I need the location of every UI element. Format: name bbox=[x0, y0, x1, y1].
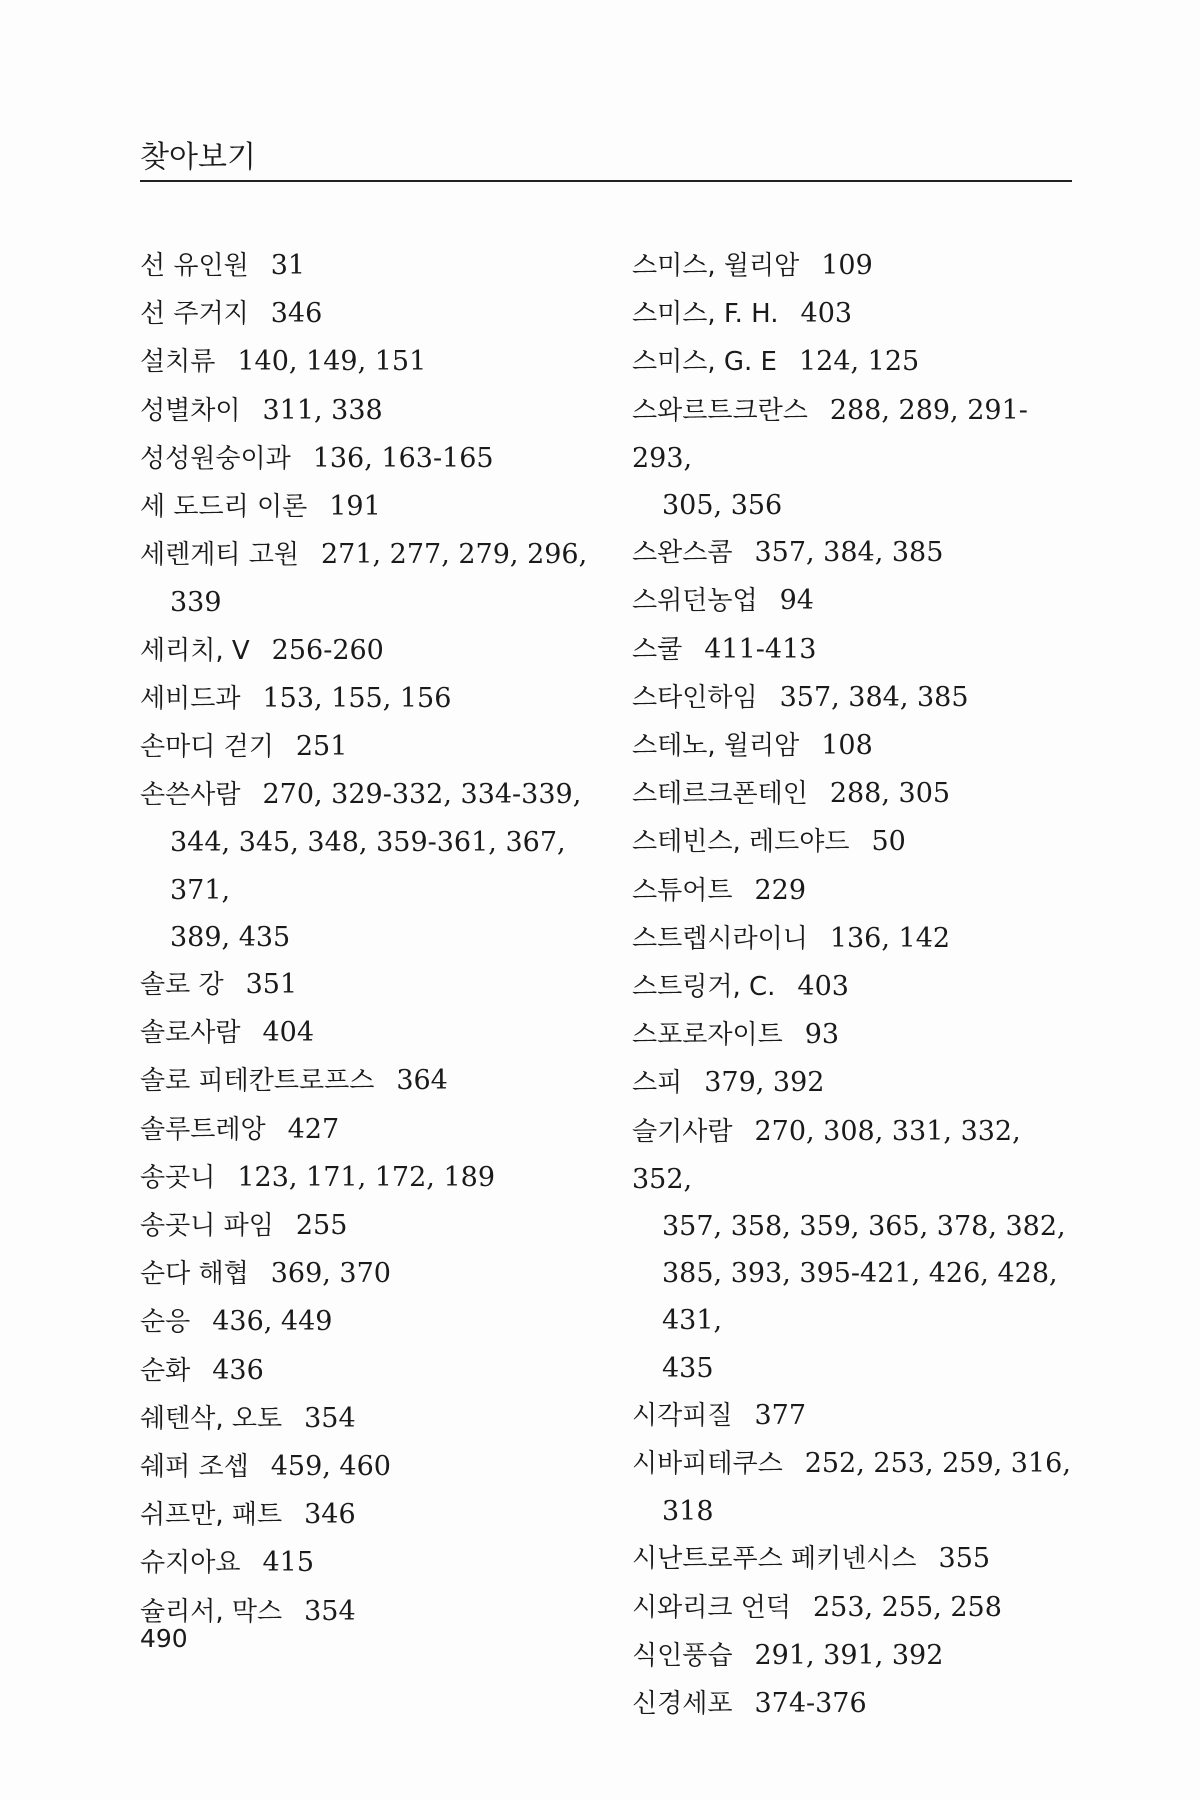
index-term: 순응 bbox=[140, 1307, 191, 1338]
index-pages: 415 bbox=[262, 1547, 315, 1579]
index-entry bbox=[140, 242, 610, 290]
index-pages: 251 bbox=[295, 731, 348, 763]
index-entry bbox=[632, 1680, 1077, 1728]
index-entry bbox=[632, 818, 1077, 866]
page-title: 찾아보기 bbox=[140, 140, 256, 175]
index-term: 스타인하임 bbox=[632, 682, 758, 713]
index-pages: 253, 255, 258 bbox=[812, 1591, 1002, 1623]
index-entry bbox=[140, 1588, 610, 1636]
index-pages: 427 bbox=[287, 1113, 340, 1145]
index-pages: 93 bbox=[804, 1019, 840, 1051]
index-entry bbox=[632, 387, 1077, 530]
index-pages: 252, 253, 259, 316, bbox=[804, 1448, 1071, 1480]
index-term: 순화 bbox=[140, 1355, 191, 1386]
index-pages-continued: 339 bbox=[170, 587, 222, 619]
index-entry bbox=[140, 1539, 610, 1587]
index-term: 스테빈스, 레드야드 bbox=[632, 827, 850, 858]
index-pages-continued: 389, 435 bbox=[170, 921, 291, 953]
index-term: 세 도드리 이론 bbox=[140, 492, 308, 523]
index-term: 스미스, G. E bbox=[632, 347, 777, 378]
index-pages: 403 bbox=[797, 971, 849, 1003]
index-pages: 31 bbox=[270, 250, 306, 281]
index-term: 솔로사람 bbox=[140, 1018, 241, 1049]
index-term: 순다 해협 bbox=[140, 1259, 249, 1290]
index-entry bbox=[140, 387, 610, 435]
index-entry bbox=[632, 915, 1077, 963]
index-term: 스완스콤 bbox=[632, 538, 733, 569]
index-entry bbox=[632, 290, 1077, 338]
index-entry bbox=[632, 1632, 1077, 1680]
index-entry bbox=[140, 435, 610, 483]
index-pages: 270, 308, 331, 332, 352, bbox=[632, 1115, 1021, 1195]
index-pages: 109 bbox=[821, 250, 873, 281]
index-entry bbox=[632, 1440, 1077, 1535]
index-pages: 311, 338 bbox=[262, 394, 383, 426]
index-entry bbox=[632, 867, 1077, 915]
index-pages-continued: 435 bbox=[662, 1352, 714, 1384]
index-pages: 108 bbox=[821, 730, 873, 762]
index-term: 시와리크 언덕 bbox=[632, 1592, 791, 1623]
index-term: 시난트로푸스 페키넨시스 bbox=[632, 1544, 917, 1575]
index-pages: 404 bbox=[262, 1017, 315, 1049]
index-pages: 436, 449 bbox=[212, 1306, 333, 1338]
index-pages: 291, 391, 392 bbox=[754, 1639, 944, 1671]
index-pages: 357, 384, 385 bbox=[779, 681, 969, 713]
index-term: 슬기사람 bbox=[632, 1116, 733, 1147]
header-rule bbox=[140, 180, 1072, 182]
index-entry bbox=[140, 1395, 610, 1443]
index-entry bbox=[632, 242, 1077, 290]
index-entry bbox=[632, 577, 1077, 625]
index-term: 송곳니 bbox=[140, 1162, 216, 1193]
index-pages: 364 bbox=[396, 1065, 448, 1097]
index-entry bbox=[632, 1535, 1077, 1583]
index-pages: 271, 277, 279, 296, bbox=[320, 539, 588, 571]
index-term: 솔로 피테칸트로프스 bbox=[140, 1066, 375, 1097]
index-entry bbox=[140, 723, 610, 771]
index-pages: 50 bbox=[871, 826, 906, 858]
index-entry bbox=[140, 1250, 610, 1298]
index-term: 스쿨 bbox=[632, 634, 683, 665]
index-entry bbox=[140, 1154, 610, 1202]
index-term: 손쓴사람 bbox=[140, 780, 241, 811]
index-term: 스위던농업 bbox=[632, 586, 758, 617]
index-term: 스피 bbox=[632, 1068, 683, 1099]
index-term: 송곳니 파임 bbox=[140, 1211, 274, 1242]
index-entry bbox=[140, 1443, 610, 1491]
index-entry bbox=[632, 674, 1077, 722]
index-term: 세렌게티 고원 bbox=[140, 540, 299, 571]
index-pages-continued: 305, 356 bbox=[662, 490, 783, 522]
index-pages: 374-376 bbox=[754, 1688, 867, 1720]
index-term: 슐리서, 막스 bbox=[140, 1596, 283, 1627]
index-entry bbox=[632, 1392, 1077, 1440]
index-term: 슈지아요 bbox=[140, 1548, 241, 1579]
index-term: 식인풍습 bbox=[632, 1640, 733, 1671]
index-pages: 379, 392 bbox=[704, 1067, 825, 1099]
index-pages: 354 bbox=[304, 1402, 356, 1434]
index-entry bbox=[140, 1009, 610, 1057]
index-term: 쉐텐삭, 오토 bbox=[140, 1403, 283, 1434]
index-pages-continued: 385, 393, 395-421, 426, 428, 431, bbox=[662, 1258, 1058, 1337]
index-pages: 256-260 bbox=[271, 634, 384, 666]
index-pages-continued: 318 bbox=[662, 1496, 714, 1528]
index-entry bbox=[140, 771, 610, 961]
index-pages: 153, 155, 156 bbox=[262, 682, 452, 714]
page-number: 490 bbox=[140, 1624, 188, 1653]
index-pages: 403 bbox=[800, 298, 853, 330]
index-pages: 136, 142 bbox=[829, 922, 951, 954]
index-pages: 351 bbox=[245, 969, 298, 1001]
index-column-left bbox=[140, 242, 610, 1636]
index-pages: 288, 305 bbox=[829, 778, 951, 810]
index-pages: 288, 289, 291-293, bbox=[632, 394, 1028, 474]
index-entry bbox=[140, 1347, 610, 1395]
index-pages: 255 bbox=[295, 1210, 348, 1242]
index-pages: 377 bbox=[754, 1399, 807, 1431]
index-entry bbox=[632, 1059, 1077, 1107]
index-entry bbox=[140, 1057, 610, 1105]
index-entry bbox=[632, 1011, 1077, 1059]
index-term: 스테르크폰테인 bbox=[632, 779, 808, 810]
index-entry bbox=[632, 770, 1077, 818]
index-term: 선 유인원 bbox=[140, 251, 249, 281]
index-term: 스트렙시라이니 bbox=[632, 923, 808, 954]
index-term: 스포로자이트 bbox=[632, 1020, 783, 1051]
index-term: 선 주거지 bbox=[140, 299, 249, 330]
index-term: 시각피질 bbox=[632, 1400, 733, 1431]
index-entry bbox=[140, 1491, 610, 1539]
index-term: 신경세포 bbox=[632, 1689, 733, 1720]
index-term: 성성원숭이과 bbox=[140, 443, 291, 474]
index-entry bbox=[140, 961, 610, 1009]
index-pages: 354 bbox=[304, 1595, 356, 1627]
index-term: 세비드과 bbox=[140, 683, 241, 714]
index-entry bbox=[140, 531, 610, 626]
index-entry bbox=[632, 722, 1077, 770]
index-entry bbox=[140, 483, 610, 531]
index-entry bbox=[140, 1106, 610, 1154]
index-entry bbox=[140, 675, 610, 723]
index-pages: 459, 460 bbox=[270, 1451, 391, 1483]
index-term: 솔루트레앙 bbox=[140, 1114, 266, 1145]
index-term: 스테노, 윌리암 bbox=[632, 731, 800, 762]
index-pages: 369, 370 bbox=[270, 1258, 391, 1290]
index-term: 세리치, V bbox=[140, 635, 250, 666]
index-column-right bbox=[632, 242, 1077, 1728]
index-entry bbox=[140, 290, 610, 338]
index-pages: 357, 384, 385 bbox=[754, 537, 944, 569]
index-pages: 346 bbox=[270, 298, 323, 330]
index-entry bbox=[632, 963, 1077, 1011]
index-term: 쉐퍼 조셉 bbox=[140, 1452, 249, 1483]
index-term: 스튜어트 bbox=[632, 875, 733, 906]
index-entry bbox=[632, 1584, 1077, 1632]
index-pages: 411-413 bbox=[704, 633, 817, 665]
index-pages: 123, 171, 172, 189 bbox=[237, 1161, 495, 1193]
index-pages-continued: 357, 358, 359, 365, 378, 382, bbox=[662, 1211, 1066, 1243]
index-entry bbox=[632, 338, 1077, 386]
index-term: 설치류 bbox=[140, 347, 216, 378]
index-pages: 229 bbox=[754, 874, 807, 906]
index-entry bbox=[632, 529, 1077, 577]
index-pages: 94 bbox=[779, 585, 814, 617]
index-pages: 346 bbox=[304, 1499, 356, 1531]
index-pages: 136, 163-165 bbox=[312, 442, 494, 474]
index-entry bbox=[140, 1202, 610, 1250]
index-term: 쉬프만, 패트 bbox=[140, 1500, 283, 1531]
index-pages: 124, 125 bbox=[798, 346, 920, 378]
index-pages: 191 bbox=[329, 491, 381, 523]
index-entry bbox=[632, 1108, 1077, 1392]
index-pages-continued: 344, 345, 348, 359-361, 367, 371, bbox=[170, 827, 566, 906]
index-term: 시바피테쿠스 bbox=[632, 1449, 783, 1480]
index-entry bbox=[140, 338, 610, 386]
index-entry bbox=[140, 1298, 610, 1346]
index-pages: 436 bbox=[212, 1354, 264, 1386]
index-entry bbox=[632, 626, 1077, 674]
index-entry bbox=[140, 627, 610, 675]
index-term: 스미스, 윌리암 bbox=[632, 251, 800, 281]
index-term: 스미스, F. H. bbox=[632, 299, 779, 330]
index-pages: 355 bbox=[938, 1543, 991, 1575]
index-term: 성별차이 bbox=[140, 395, 241, 426]
index-term: 솔로 강 bbox=[140, 970, 224, 1001]
index-term: 스와르트크란스 bbox=[632, 395, 808, 426]
index-pages: 140, 149, 151 bbox=[237, 346, 427, 378]
index-term: 손마디 걷기 bbox=[140, 732, 274, 763]
index-pages: 270, 329-332, 334-339, bbox=[262, 779, 582, 811]
index-term: 스트링거, C. bbox=[632, 972, 776, 1003]
